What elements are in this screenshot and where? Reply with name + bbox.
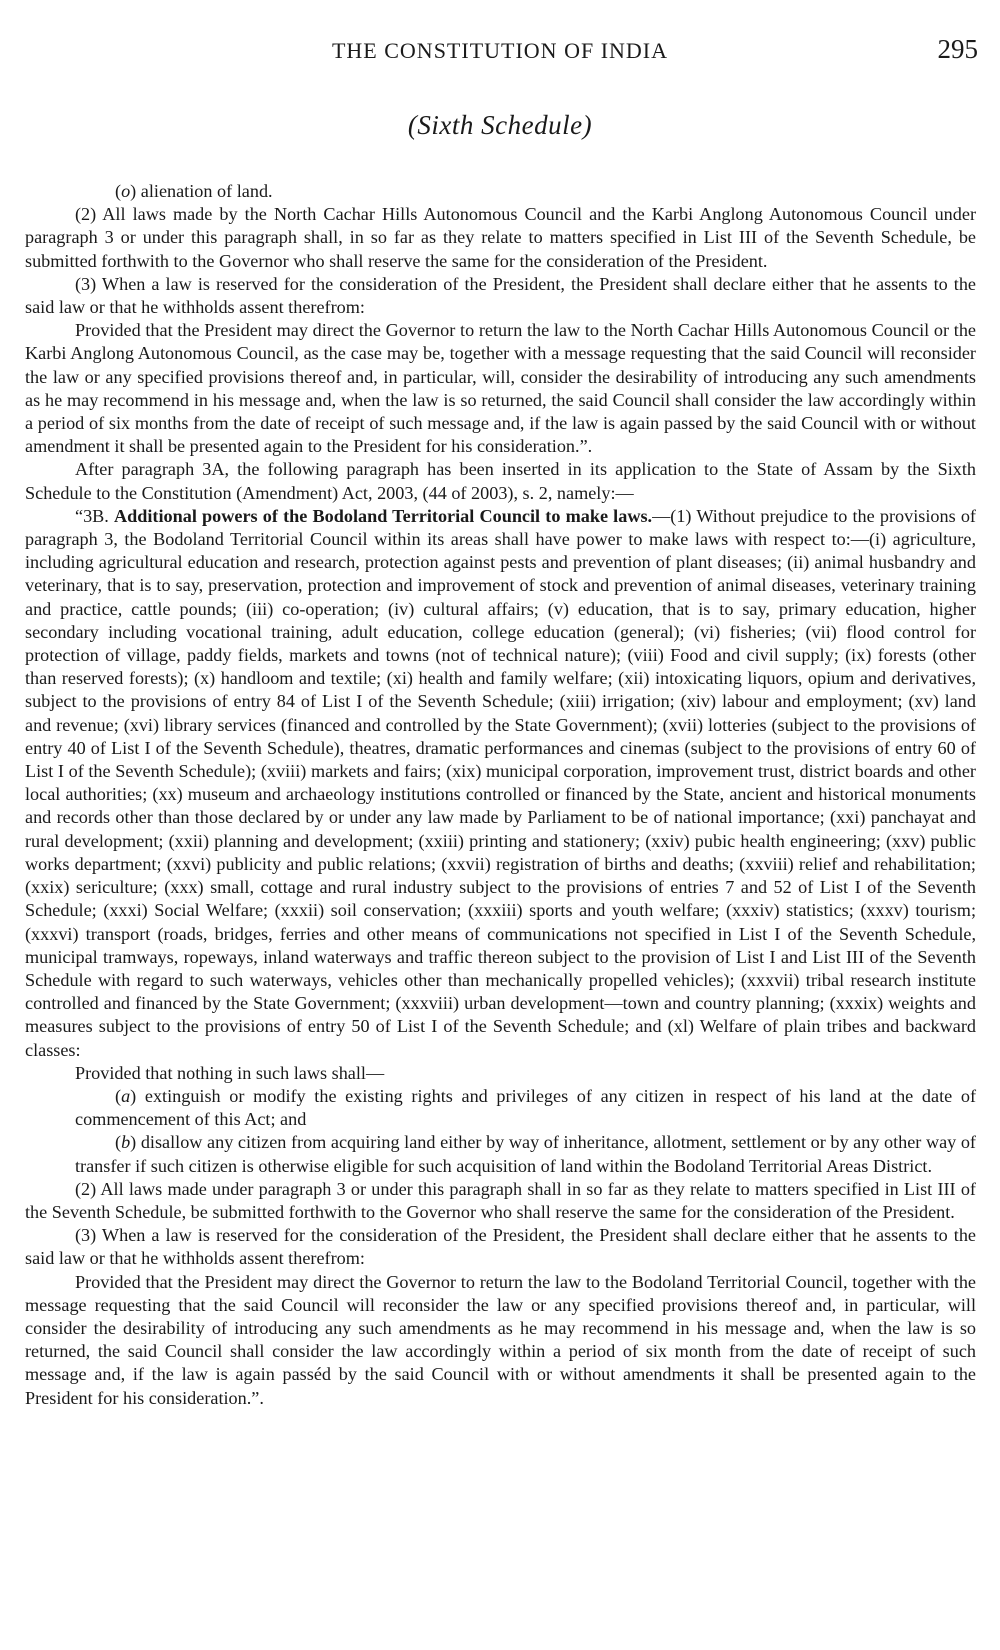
- running-header-title: THE CONSTITUTION OF INDIA: [331, 38, 669, 63]
- clause-a-text: extinguish or modify the existing rights and privileges of any citizen in respect of his land at the date of commencement of this Act; and: [75, 1085, 976, 1130]
- clause-o-text: alienation of land.: [136, 181, 273, 201]
- clause-b: (b) disallow any citizen from acquiring land either by way of inheritance, allotment, settlement or by any other way of transfer if such citizen is otherwise eligible for such acquisition of land within the Bodoland Territorial Areas District.: [75, 1132, 976, 1176]
- amendment-note: After paragraph 3A, the following paragraph has been inserted in its application to the State of Assam by the Sixth Schedule to the Constitution (Amendment) Act, 2003, (44 of 2003), s. 2, namely:—: [25, 459, 976, 503]
- section-title: (Sixth Schedule): [407, 110, 593, 140]
- document-body: [25, 180, 976, 1410]
- proviso-3b: Provided that nothing in such laws shall—: [75, 1062, 385, 1083]
- proviso-btc: Provided that the President may direct the Governor to return the law to the Bodoland Territorial Council, together with the message requesting that the said Council will reconsider the law or any specified provisions thereof and, in particular, will consider the desirability of introducing any such amendments as he may recommend in his message and, when the law is so returned, the said Council shall consider the law accordingly within a period of six month from the date of receipt of such message and, if the law is again passéd by the said Council with or without amendments it shall be presented again to the President for his consideration.”.: [25, 1271, 976, 1408]
- paragraph-3b-heading: Additional powers of the Bodoland Territorial Council to make laws.: [114, 505, 653, 526]
- paragraph-2-nchac: (2) All laws made by the North Cachar Hills Autonomous Council and the Karbi Anglong Autonomous Council under paragraph 3 or under this paragraph shall, in so far as they relate to matters specified in List III of the Seventh Schedule, be submitted forthwith to the Governor who shall reserve the same for the consideration of the President.: [25, 204, 976, 271]
- paragraph-3b-text: —(1) Without prejudice to the provisions of paragraph 3, the Bodoland Territorial Council within its areas shall have power to make laws with respect to:—(i) agriculture, including agricultural education and research, protection against pests and prevention of plant diseases; (ii) animal husbandry and veterinary, that is to say, preservation, protection and improvement of stock and prevention of animal diseases, veterinary training and practice, cattle pounds; (iii) co-operation; (iv) cultural affairs; (v) education, that is to say, primary education, higher secondary including vocational training, adult education, college education (general); (vi) fisheries; (vii) flood control for protection of village, paddy fields, markets and towns (not of technical nature); (viii) Food and civil supply; (ix) forests (other than reserved forests); (x) handloom and textile; (xi) health and family welfare; (xii) intoxicating liquors, opium and derivatives, subject to the provisions of entry 84 of List I of the Seventh Schedule; (xiii) irrigation; (xiv) labour and employment; (xv) land and revenue; (xvi) library services (financed and controlled by the State Government); (xvii) lotteries (subject to the provisions of entry 40 of List I of the Seventh Schedule), theatres, dramatic performances and cinemas (subject to the provisions of entry 60 of List I of the Seventh Schedule); (xviii) markets and fairs; (xix) municipal corporation, improvement trust, district boards and other local authorities; (xx) museum and archaeology institutions controlled or financed by the State, ancient and historical monuments and records other than those declared by or under any law made by Parliament to be of national importance; (xxi) panchayat and rural development; (xxii) planning and development; (xxiii) printing and stationery; (xxiv) pubic health engineering; (xxv) public works department; (xxvi) publicity and public relations; (xxvii) registration of births and deaths; (xxviii) relief and rehabilitation; (xxix) sericulture; (xxx) small, cottage and rural industry subject to the provisions of entries 7 and 52 of List I of the Seventh Schedule; (xxxi) Social Welfare; (xxxii) soil conservation; (xxxiii) sports and youth welfare; (xxxiv) statistics; (xxxv) tourism; (xxxvi) transport (roads, bridges, ferries and other means of communications not specified in List I of the Seventh Schedule, municipal tramways, ropeways, inland waterways and traffic thereon subject to the provision of List I and List III of the Seventh Schedule with regard to such waterways, vehicles other than mechanically propelled vehicles); (xxxvii) tribal research institute controlled and financed by the State Government; (xxxviii) urban development—town and country planning; (xxxix) weights and measures subject to the provisions of entry 50 of List I of the Seventh Schedule; and (xl) Welfare of plain tribes and backward classes:: [25, 505, 976, 1060]
- clause-o-marker: o: [121, 181, 131, 201]
- proviso-nchac: Provided that the President may direct the Governor to return the law to the North Cachar Hills Autonomous Council or the Karbi Anglong Autonomous Council, as the case may be, together with a message requesting that the said Council will reconsider the law or any specified provisions thereof and, in particular, will, consider the desirability of introducing any such amendments as he may recommend in his message and, when the law is so returned, the said Council shall consider the law accordingly within a period of six months from the date of receipt of such message and, if the law is again passed by the said Council with or without amendment it shall be presented again to the President for his consideration.”.: [25, 320, 976, 457]
- clause-a: (a) extinguish or modify the existing rights and privileges of any citizen in respect of his land at the date of commencement of this Act; and: [75, 1085, 976, 1130]
- clause-o: (o) alienation of land.: [115, 181, 273, 201]
- paragraph-3b-2: (2) All laws made under paragraph 3 or under this paragraph shall in so far as they relate to matters specified in List III of the Seventh Schedule, be submitted forthwith to the Governor who shall reserve the same for the consideration of the President.: [25, 1178, 976, 1222]
- clause-b-text: disallow any citizen from acquiring land either by way of inheritance, allotment, settlement or by any other way of transfer if such citizen is otherwise eligible for such acquisition of land within the Bodoland Territorial Areas District.: [75, 1132, 976, 1176]
- paragraph-3-nchac: (3) When a law is reserved for the consideration of the President, the President shall declare either that he assents to the said law or that he withholds assent therefrom:: [25, 273, 976, 318]
- page-number: 295: [937, 34, 978, 64]
- paragraph-3b: [25, 505, 976, 1062]
- paragraph-3b-3: (3) When a law is reserved for the consideration of the President, the President shall declare either that he assents to the said law or that he withholds assent therefrom:: [25, 1225, 976, 1269]
- paragraph-3b-prefix: “3B.: [75, 505, 115, 526]
- clause-b-marker: b: [121, 1132, 131, 1153]
- proviso-clauses: [25, 1085, 976, 1178]
- clause-a-marker: a: [121, 1085, 131, 1106]
